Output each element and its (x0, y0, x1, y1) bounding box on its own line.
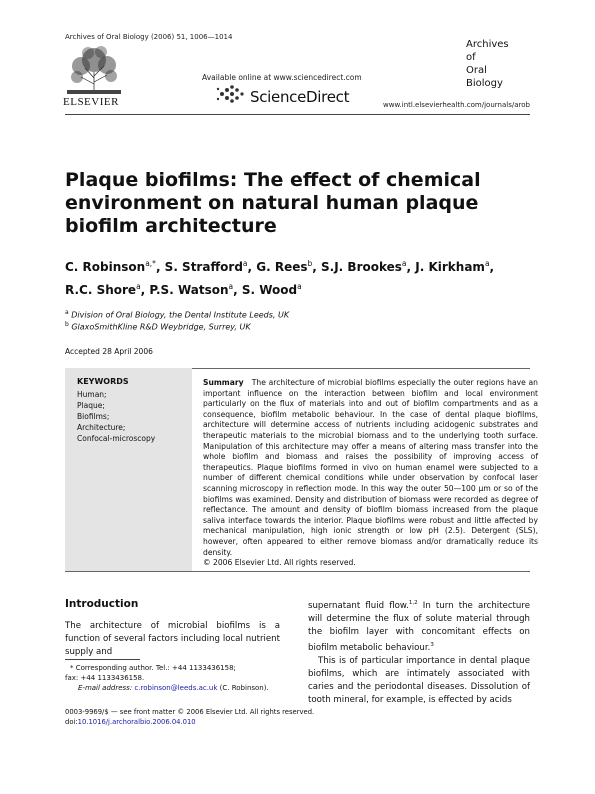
affiliation-text: GlaxoSmithKline R&D Weybridge, Surrey, UK (71, 322, 251, 332)
article-title: Plaque biofilms: The effect of chemical environment on natural human plaque biofilm architecture (65, 169, 481, 237)
doi-label: doi: (65, 718, 78, 726)
doi-line (65, 717, 314, 727)
journal-title-line: Oral (466, 65, 487, 76)
footnote-email-line (65, 683, 295, 693)
affiliation-b (65, 321, 251, 332)
footnote-rule (65, 659, 140, 660)
keyword-item: Plaque; (77, 401, 105, 410)
right-column-text (308, 597, 530, 707)
journal-title-line: of (466, 52, 476, 63)
publisher-name: ELSEVIER (63, 96, 119, 108)
journal-title-line: Biology (466, 78, 503, 89)
sciencedirect-dots-icon (216, 84, 246, 104)
section-heading: Introduction (65, 598, 139, 610)
doi-link[interactable]: 10.1016/j.archoralbio.2006.04.010 (77, 718, 196, 726)
keyword-item: Confocal-microscopy (77, 434, 156, 443)
paragraph-text: In turn the architecture will determine the flux of solute material through the biofilm layer with concomitant effects on biofilm metabolic behaviour. (308, 600, 530, 653)
keywords-list (77, 389, 155, 444)
footnote-line: * Corresponding author. Tel.: +44 1133436158; (70, 664, 236, 672)
affiliation-mark: b (65, 321, 69, 328)
citation-link[interactable]: 1,2 (408, 600, 418, 606)
keywords-heading: KEYWORDS (77, 377, 129, 386)
abstract-label: Summary (203, 378, 244, 387)
copyright-line: © 2006 Elsevier Ltd. All rights reserved. (203, 558, 356, 568)
email-link[interactable]: c.robinson@leeds.ac.uk (134, 684, 218, 692)
email-label: E-mail address: (78, 684, 133, 692)
paragraph: This is of particular importance in dental plaque biofilms, which are intimately associated with caries and the periodontal diseases. Dissolution of tooth mineral, for example, is effected by acids (308, 655, 530, 705)
accepted-date: Accepted 28 April 2006 (65, 347, 153, 356)
keyword-item: Architecture; (77, 423, 126, 432)
abstract-bottom-rule (65, 571, 530, 572)
paragraph-text: supernatant fluid flow. (308, 600, 409, 611)
availability-note: Available online at www.sciencedirect.com (202, 73, 362, 82)
email-owner: (C. Robinson). (219, 684, 269, 692)
journal-title-line: Archives (466, 39, 509, 50)
header-divider (65, 114, 530, 115)
abstract-text (203, 378, 538, 569)
keyword-item: Human; (77, 390, 107, 399)
sciencedirect-logo-text: ScienceDirect (250, 88, 350, 106)
author-list: C. Robinson$^{a,*}$, S. Strafford$^a$, G. Rees$^b$, S.J. Brookes$^a$, J. Kirkham$^a$, R.C. Shore$^a$, P.S. Watson$^a$, S. Wood$^a$ (65, 259, 495, 297)
affiliation-text: Division of Oral Biology, the Dental Institute Leeds, UK (71, 310, 290, 320)
journal-url-link[interactable]: www.intl.elsevierhealth.com/journals/arob (383, 101, 530, 109)
citation-link[interactable]: 3 (430, 641, 434, 648)
elsevier-tree-logo (63, 44, 125, 96)
intro-paragraph: The architecture of microbial biofilms is a function of several factors including local nutrient supply and (65, 621, 280, 657)
journal-title-block (466, 38, 509, 90)
abstract-body: The architecture of microbial biofilms especially the outer regions have an important influence on the interaction between biofilm and local environment particularly on the flux of materials into and out of biofilm compartments and as a consequence, biofilm metabolic behaviour. In the case of dental plaque biofilms, architecture will determine access of nutrients including acidogenic substrates and therapeutic materials to the microbial biomass and to the underlying tooth surface. Manipulation of this architecture may offer a means of altering mass transfer into the whole biofilm and biomass and raises the possibility of improving access of therapeutics. Plaque biofilms formed in vivo on human enamel were subjected to a number of different chemical conditions while under observation by confocal laser scanning microscopy in reflection mode. In this way the outer 50—100 μm or so of the biofilms was examined. Density and distribution of biomass were recorded as degree of reflectance. The amount and density of biofilm biomass increased from the plaque saliva interface towards the interior. Plaque biofilms were robust and little affected by mechanical manipulation, high ionic strength or low pH (2.5). Detergent (SLS), however, often appeared to either remove biomass and/or dramatically reduce its density. (203, 378, 538, 557)
affiliation-a (65, 309, 289, 320)
corresponding-author-footnote (65, 663, 295, 693)
paragraph (308, 597, 530, 655)
keyword-item: Biofilms; (77, 412, 110, 421)
footnote-line: fax: +44 1133436158. (65, 674, 145, 682)
journal-reference: Archives of Oral Biology (2006) 51, 1006—1014 (65, 33, 233, 41)
affiliation-mark: a (65, 309, 69, 316)
front-matter-info (65, 707, 314, 727)
issn-line: 0003-9969/$ — see front matter © 2006 Elsevier Ltd. All rights reserved. (65, 708, 315, 716)
